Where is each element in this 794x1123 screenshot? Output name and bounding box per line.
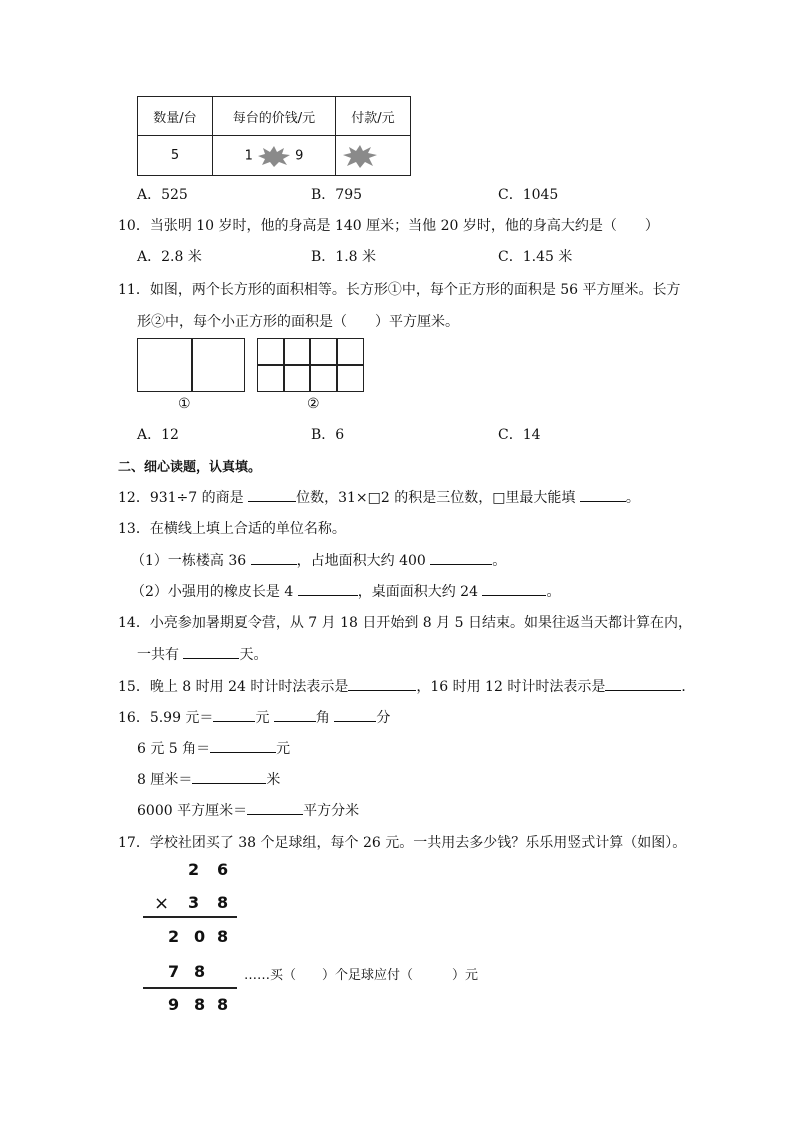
calc-digit: 3: [188, 893, 200, 912]
rectangle-1-label: ①: [178, 396, 191, 412]
q15: [118, 676, 695, 696]
calc-digit: 8: [217, 995, 229, 1014]
table-header: 数量/台: [138, 97, 213, 136]
calc-digit: 2: [168, 927, 180, 946]
q16-text: 角: [315, 710, 335, 726]
answer-blank[interactable]: [183, 644, 239, 659]
answer-blank[interactable]: [247, 800, 303, 815]
calc-annotation: ……买（ ）个足球应付（ ）元: [244, 968, 479, 983]
calc-digit: 8: [194, 995, 206, 1014]
answer-blank[interactable]: [482, 581, 546, 596]
q16-line4: [137, 800, 359, 820]
q13-text: 。: [546, 584, 561, 600]
rectangle-2-vline: [309, 338, 311, 392]
answer-blank[interactable]: [274, 707, 316, 722]
q16-line1: [118, 707, 390, 727]
q16-text: 8 厘米＝: [137, 772, 193, 788]
q14-text: 一共有: [137, 647, 184, 663]
q14-line1: 14．小亮参加暑期夏令营，从 7 月 18 日开始到 8 月 5 日结束。如果往返当天都计算在内，: [118, 615, 692, 631]
calc-digit: 6: [217, 860, 229, 879]
table-cell-price: [213, 136, 336, 176]
answer-blank[interactable]: [605, 676, 681, 691]
ink-blot-icon: [342, 144, 378, 168]
price-digit-left: 1: [244, 148, 253, 163]
answer-blank[interactable]: [580, 487, 626, 502]
q11-option-a: A．12: [137, 427, 179, 443]
q9-option-b: B．795: [311, 187, 363, 203]
q10-stem: 10．当张明 10 岁时，他的身高是 140 厘米；当他 20 岁时，他的身高大约是（ ）: [118, 218, 659, 234]
calc-digit: 0: [194, 927, 206, 946]
q10-option-c: C．1.45 米: [498, 249, 573, 265]
q16-text: 6000 平方厘米＝: [137, 803, 248, 819]
calc-digit: 8: [217, 893, 229, 912]
q9-option-a: A．525: [137, 187, 188, 203]
answer-blank[interactable]: [251, 550, 297, 565]
q16-text: 米: [266, 772, 281, 788]
q13-text: （2）小强用的橡皮长是 4: [131, 584, 298, 600]
q13-text: ，占地面积大约 400: [296, 553, 431, 569]
table-header: 每台的价钱/元: [213, 97, 336, 136]
rectangle-2-label: ②: [307, 396, 320, 412]
q13-item-2: [131, 581, 560, 601]
rectangle-2-vline: [283, 338, 285, 392]
q11-stem-line2: 形②中，每个小正方形的面积是（ ）平方厘米。: [137, 314, 459, 330]
q16-text: 平方分米: [303, 803, 360, 819]
answer-blank[interactable]: [248, 487, 296, 502]
table-header: 付款/元: [336, 97, 411, 136]
q14-line2: [137, 644, 267, 664]
q9-option-c: C．1045: [498, 187, 559, 203]
q16-text: 6 元 5 角＝: [137, 741, 211, 757]
answer-blank[interactable]: [334, 707, 376, 722]
multiply-sign: ×: [154, 893, 170, 914]
price-table: [137, 96, 411, 176]
answer-blank[interactable]: [348, 676, 416, 691]
ink-blot-icon: [257, 145, 291, 167]
answer-blank[interactable]: [213, 707, 255, 722]
answer-blank[interactable]: [192, 769, 266, 784]
q15-text: ．: [681, 679, 696, 695]
q15-text: ，16 时用 12 时计时法表示是: [416, 679, 606, 695]
table-cell-quantity: 5: [138, 136, 213, 176]
q13-text: （1）一栋楼高 36: [131, 553, 251, 569]
q16-text: 分: [376, 710, 391, 726]
calc-digit: 7: [168, 962, 180, 981]
q16-text: 元: [276, 741, 291, 757]
table-cell-payment: [336, 136, 411, 176]
q13-item-1: [131, 550, 506, 570]
q12-text: 12．931÷7 的商是: [118, 490, 249, 506]
q10-option-a: A．2.8 米: [137, 249, 202, 265]
rectangle-2-hline: [257, 364, 364, 366]
q12-text: 。: [625, 490, 640, 506]
q13-text: 。: [492, 553, 507, 569]
answer-blank[interactable]: [298, 581, 358, 596]
calc-rule: [143, 916, 237, 918]
rectangle-2-vline: [336, 338, 338, 392]
q16-line3: [137, 769, 280, 789]
q15-text: 15．晚上 8 时用 24 时计时法表示是: [118, 679, 349, 695]
calc-rule: [143, 987, 237, 989]
section-heading: 二、细心读题，认真填。: [118, 460, 262, 475]
q10-option-b: B．1.8 米: [311, 249, 377, 265]
answer-blank[interactable]: [430, 550, 492, 565]
rectangle-1-divider: [191, 338, 193, 392]
q11-stem-line1: 11．如图，两个长方形的面积相等。长方形①中，每个正方形的面积是 56 平方厘米。长方: [118, 282, 681, 298]
q13-text: ，桌面面积大约 24: [357, 584, 483, 600]
q17-stem: 17．学校社团买了 38 个足球组，每个 26 元。一共用去多少钱？乐乐用竖式计算（如图）。: [118, 835, 687, 851]
answer-blank[interactable]: [210, 738, 276, 753]
q11-option-c: C．14: [498, 427, 541, 443]
q12-text: 位数，31×□2 的积是三位数，□里最大能填: [296, 490, 580, 506]
q16-text: 元: [255, 710, 274, 726]
q11-option-b: B．6: [311, 427, 345, 443]
q14-text: 天。: [239, 647, 268, 663]
q16-text: 16．5.99 元＝: [118, 710, 214, 726]
calc-digit: 8: [194, 962, 206, 981]
price-digit-right: 9: [295, 148, 304, 163]
calc-digit: 8: [217, 927, 229, 946]
q16-line2: [137, 738, 290, 758]
q13-stem: 13．在横线上填上合适的单位名称。: [118, 521, 346, 537]
q12: [118, 487, 640, 507]
calc-digit: 9: [168, 995, 180, 1014]
calc-digit: 2: [188, 860, 200, 879]
